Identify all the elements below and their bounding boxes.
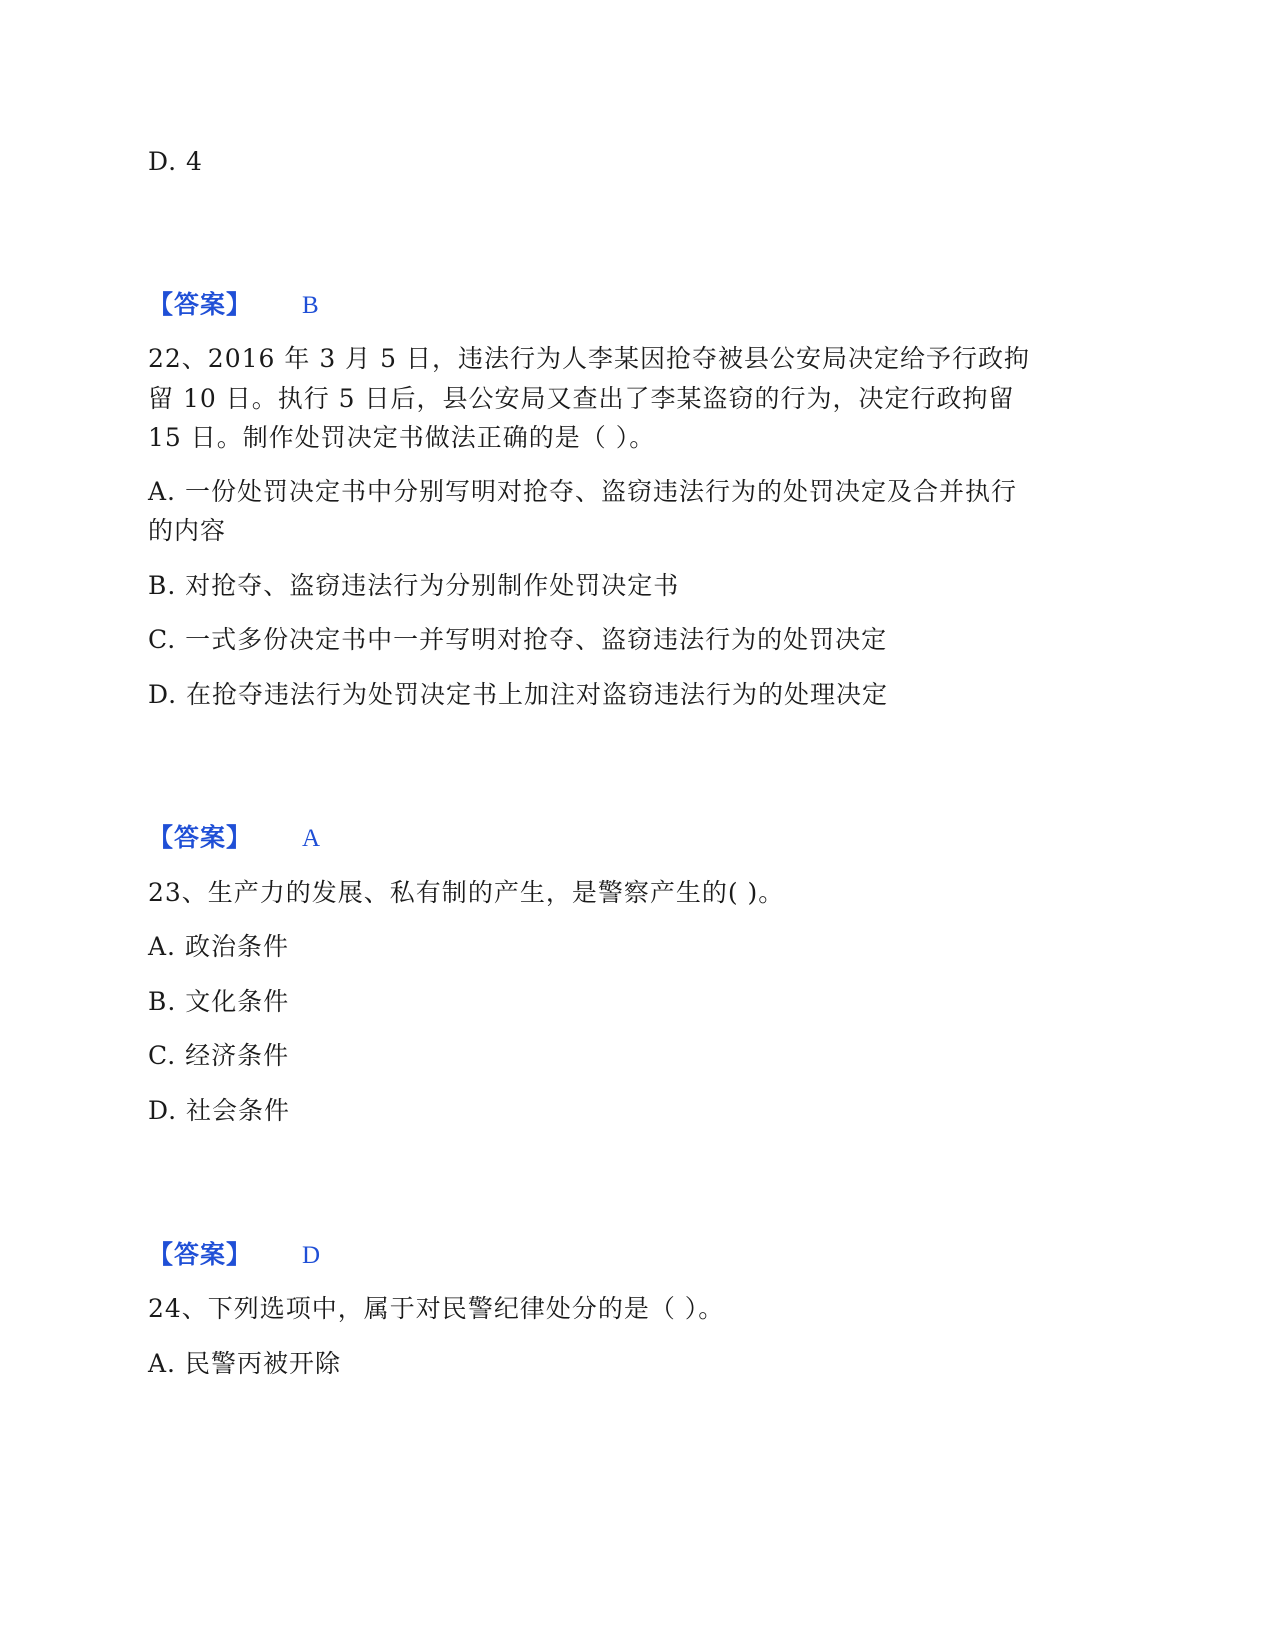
- q24-option-a: A. 民警丙被开除: [148, 1349, 341, 1378]
- q22-answer-value: A: [302, 825, 322, 852]
- answer-label: 【答案】: [148, 823, 253, 852]
- q22-stem-line1: 22、2016 年 3 月 5 日，违法行为人李某因抢夺被县公安局决定给予行政拘: [148, 344, 1030, 373]
- answer-label: 【答案】: [148, 1240, 253, 1269]
- q22-option-a-line2: 的内容: [148, 516, 227, 545]
- q22-option-a-line1: A. 一份处罚决定书中分别写明对抢夺、盗窃违法行为的处罚决定及合并执行: [148, 477, 1017, 506]
- answer-label: 【答案】: [148, 290, 253, 319]
- q22-stem-line2: 留 10 日。执行 5 日后，县公安局又查出了李某盗窃的行为，决定行政拘留: [148, 384, 1015, 413]
- q24-stem: 24、下列选项中，属于对民警纪律处分的是（ ）。: [148, 1294, 725, 1323]
- q22-option-c: C. 一式多份决定书中一并写明对抢夺、盗窃违法行为的处罚决定: [148, 625, 888, 654]
- prev-option-d: D. 4: [148, 147, 203, 176]
- q23-stem: 23、生产力的发展、私有制的产生，是警察产生的( )。: [148, 878, 785, 907]
- q23-option-d: D. 社会条件: [148, 1096, 291, 1125]
- q22-stem-line3: 15 日。制作处罚决定书做法正确的是（ ）。: [148, 423, 656, 452]
- q23-answer-row: [148, 1238, 321, 1273]
- q23-answer-value: D: [302, 1242, 322, 1269]
- q23-option-c: C. 经济条件: [148, 1041, 290, 1070]
- q22-answer-row: [148, 821, 321, 856]
- q22-option-d: D. 在抢夺违法行为处罚决定书上加注对盗窃违法行为的处理决定: [148, 680, 889, 709]
- q22-option-b: B. 对抢夺、盗窃违法行为分别制作处罚决定书: [148, 571, 680, 600]
- q21-answer-value: B: [302, 292, 320, 319]
- q23-option-a: A. 政治条件: [148, 932, 289, 961]
- q23-option-b: B. 文化条件: [148, 987, 290, 1016]
- q21-answer-row: [148, 288, 320, 323]
